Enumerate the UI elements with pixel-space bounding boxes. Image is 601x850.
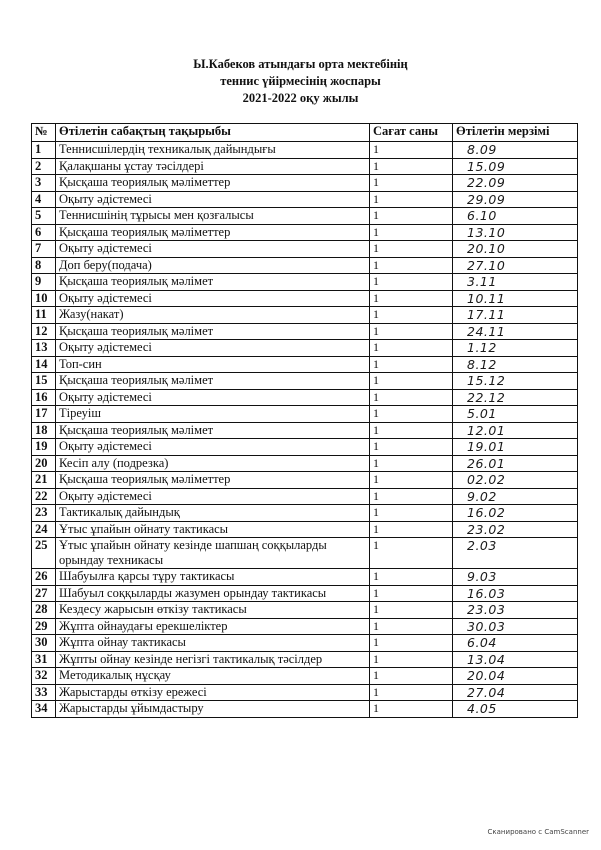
row-topic: Оқыту әдістемесі — [56, 439, 370, 456]
row-topic: Жұпта ойнаудағы ерекшеліктер — [56, 618, 370, 635]
row-hours: 1 — [370, 373, 453, 390]
table-body — [32, 142, 578, 718]
row-hours: 1 — [370, 701, 453, 718]
row-hours: 1 — [370, 208, 453, 225]
row-hours: 1 — [370, 602, 453, 619]
row-hours: 1 — [370, 191, 453, 208]
table-row — [32, 307, 578, 324]
row-date: 22.12 — [453, 389, 578, 406]
table-row — [32, 224, 578, 241]
row-date: 27.10 — [453, 257, 578, 274]
row-date: 30.03 — [453, 618, 578, 635]
table-row — [32, 668, 578, 685]
header-school-line: Ы.Кабеков атындағы орта мектебінің — [193, 57, 408, 71]
row-hours: 1 — [370, 158, 453, 175]
row-number: 12 — [32, 323, 56, 340]
row-date: 16.03 — [453, 585, 578, 602]
table-row — [32, 635, 578, 652]
row-topic: Қалақшаны ұстау тәсілдері — [56, 158, 370, 175]
row-number: 16 — [32, 389, 56, 406]
row-date: 1.12 — [453, 340, 578, 357]
row-number: 4 — [32, 191, 56, 208]
row-date: 02.02 — [453, 472, 578, 489]
row-topic: Шабуыл соққыларды жазумен орындау тактикасы — [56, 585, 370, 602]
row-hours: 1 — [370, 651, 453, 668]
table-row — [32, 439, 578, 456]
row-topic: Методикалық нұсқау — [56, 668, 370, 685]
row-date: 27.04 — [453, 684, 578, 701]
row-topic: Топ-син — [56, 356, 370, 373]
row-hours: 1 — [370, 521, 453, 538]
table-row — [32, 142, 578, 159]
row-number: 20 — [32, 455, 56, 472]
table-row — [32, 340, 578, 357]
row-number: 29 — [32, 618, 56, 635]
row-topic: Ұтыс ұпайын ойнату кезінде шапшаң соққыларды орындау техникасы — [56, 538, 370, 569]
row-number: 9 — [32, 274, 56, 291]
table-row — [32, 323, 578, 340]
row-date: 8.09 — [453, 142, 578, 159]
row-topic: Жұпты ойнау кезінде негізгі тактикалық тәсілдер — [56, 651, 370, 668]
row-date: 15.12 — [453, 373, 578, 390]
table-row — [32, 505, 578, 522]
table-row — [32, 569, 578, 586]
table-row — [32, 175, 578, 192]
row-number: 6 — [32, 224, 56, 241]
table-row — [32, 208, 578, 225]
row-topic: Оқыту әдістемесі — [56, 488, 370, 505]
row-topic: Тактикалық дайындық — [56, 505, 370, 522]
row-topic: Теннисшілердің техникалық дайындығы — [56, 142, 370, 159]
row-hours: 1 — [370, 323, 453, 340]
row-topic: Оқыту әдістемесі — [56, 340, 370, 357]
row-hours: 1 — [370, 472, 453, 489]
column-header-number: № — [32, 124, 56, 142]
row-topic: Қысқаша теориялық мәлімет — [56, 373, 370, 390]
row-number: 23 — [32, 505, 56, 522]
table-row — [32, 585, 578, 602]
row-number: 11 — [32, 307, 56, 324]
row-date: 12.01 — [453, 422, 578, 439]
header-plan-line: теннис үйірмесінің жоспары — [220, 74, 381, 88]
row-hours: 1 — [370, 569, 453, 586]
row-hours: 1 — [370, 224, 453, 241]
row-date: 16.02 — [453, 505, 578, 522]
row-topic: Доп беру(подача) — [56, 257, 370, 274]
table-row — [32, 701, 578, 718]
row-number: 3 — [32, 175, 56, 192]
row-number: 19 — [32, 439, 56, 456]
row-hours: 1 — [370, 274, 453, 291]
row-topic: Қысқаша теориялық мәлімет — [56, 422, 370, 439]
row-hours: 1 — [370, 635, 453, 652]
row-number: 28 — [32, 602, 56, 619]
row-date: 4.05 — [453, 701, 578, 718]
row-date: 24.11 — [453, 323, 578, 340]
row-date: 23.02 — [453, 521, 578, 538]
row-date: 5.01 — [453, 406, 578, 423]
table-row — [32, 158, 578, 175]
row-date: 17.11 — [453, 307, 578, 324]
row-hours: 1 — [370, 290, 453, 307]
row-number: 32 — [32, 668, 56, 685]
table-row — [32, 241, 578, 258]
row-number: 31 — [32, 651, 56, 668]
row-topic: Қысқаша теориялық мәліметтер — [56, 472, 370, 489]
row-number: 13 — [32, 340, 56, 357]
row-number: 7 — [32, 241, 56, 258]
row-topic: Кесіп алу (подрезка) — [56, 455, 370, 472]
row-topic: Қысқаша теориялық мәліметтер — [56, 175, 370, 192]
row-hours: 1 — [370, 455, 453, 472]
row-topic: Оқыту әдістемесі — [56, 290, 370, 307]
row-number: 21 — [32, 472, 56, 489]
table-row — [32, 538, 578, 569]
row-hours: 1 — [370, 257, 453, 274]
row-date: 20.10 — [453, 241, 578, 258]
row-topic: Теннисшінің тұрысы мен қозғалысы — [56, 208, 370, 225]
row-hours: 1 — [370, 505, 453, 522]
row-topic: Жарыстарды ұйымдастыру — [56, 701, 370, 718]
table-row — [32, 521, 578, 538]
row-hours: 1 — [370, 175, 453, 192]
row-number: 22 — [32, 488, 56, 505]
row-date: 10.11 — [453, 290, 578, 307]
row-topic: Жарыстарды өткізу ережесі — [56, 684, 370, 701]
row-number: 14 — [32, 356, 56, 373]
row-number: 24 — [32, 521, 56, 538]
table-row — [32, 389, 578, 406]
row-topic: Тіреуіш — [56, 406, 370, 423]
row-number: 8 — [32, 257, 56, 274]
row-date: 20.04 — [453, 668, 578, 685]
header-year-line: 2021-2022 оқу жылы — [242, 91, 359, 105]
table-row — [32, 488, 578, 505]
table-row — [32, 356, 578, 373]
row-hours: 1 — [370, 422, 453, 439]
row-hours: 1 — [370, 406, 453, 423]
row-date: 9.02 — [453, 488, 578, 505]
row-date: 3.11 — [453, 274, 578, 291]
row-topic: Шабуылға қарсы тұру тактикасы — [56, 569, 370, 586]
row-hours: 1 — [370, 538, 453, 569]
row-hours: 1 — [370, 668, 453, 685]
row-date: 6.04 — [453, 635, 578, 652]
table-row — [32, 472, 578, 489]
row-date: 2.03 — [453, 538, 578, 569]
column-header-hours: Сағат саны — [370, 124, 453, 142]
row-hours: 1 — [370, 488, 453, 505]
row-date: 13.04 — [453, 651, 578, 668]
row-number: 17 — [32, 406, 56, 423]
table-row — [32, 191, 578, 208]
table-row — [32, 455, 578, 472]
row-number: 18 — [32, 422, 56, 439]
row-number: 1 — [32, 142, 56, 159]
row-date: 22.09 — [453, 175, 578, 192]
table-row — [32, 274, 578, 291]
row-number: 30 — [32, 635, 56, 652]
row-topic: Қысқаша теориялық мәліметтер — [56, 224, 370, 241]
row-topic: Оқыту әдістемесі — [56, 241, 370, 258]
row-number: 34 — [32, 701, 56, 718]
row-hours: 1 — [370, 142, 453, 159]
table-row — [32, 618, 578, 635]
row-topic: Қысқаша теориялық мәлімет — [56, 274, 370, 291]
row-topic: Оқыту әдістемесі — [56, 191, 370, 208]
row-hours: 1 — [370, 684, 453, 701]
row-hours: 1 — [370, 618, 453, 635]
row-number: 27 — [32, 585, 56, 602]
row-hours: 1 — [370, 439, 453, 456]
row-topic: Ұтыс ұпайын ойнату тактикасы — [56, 521, 370, 538]
row-topic: Оқыту әдістемесі — [56, 389, 370, 406]
row-number: 33 — [32, 684, 56, 701]
document-header — [0, 56, 601, 107]
row-topic: Қысқаша теориялық мәлімет — [56, 323, 370, 340]
row-date: 8.12 — [453, 356, 578, 373]
table-row — [32, 406, 578, 423]
row-date: 6.10 — [453, 208, 578, 225]
table-row — [32, 373, 578, 390]
row-number: 26 — [32, 569, 56, 586]
row-date: 13.10 — [453, 224, 578, 241]
table-row — [32, 651, 578, 668]
row-date: 9.03 — [453, 569, 578, 586]
schedule-table — [31, 123, 578, 718]
column-header-topic: Өтілетін сабақтың тақырыбы — [56, 124, 370, 142]
table-row — [32, 422, 578, 439]
row-number: 25 — [32, 538, 56, 569]
row-hours: 1 — [370, 389, 453, 406]
row-hours: 1 — [370, 585, 453, 602]
row-topic: Кездесу жарысын өткізу тактикасы — [56, 602, 370, 619]
row-number: 15 — [32, 373, 56, 390]
row-hours: 1 — [370, 307, 453, 324]
row-date: 23.03 — [453, 602, 578, 619]
scan-watermark: Сканировано с CamScanner — [487, 828, 589, 836]
row-number: 5 — [32, 208, 56, 225]
row-date: 29.09 — [453, 191, 578, 208]
row-hours: 1 — [370, 340, 453, 357]
row-date: 26.01 — [453, 455, 578, 472]
column-header-date: Өтілетін мерзімі — [453, 124, 578, 142]
row-topic: Жұпта ойнау тактикасы — [56, 635, 370, 652]
table-row — [32, 257, 578, 274]
row-number: 2 — [32, 158, 56, 175]
table-row — [32, 290, 578, 307]
row-topic: Жазу(накат) — [56, 307, 370, 324]
row-hours: 1 — [370, 241, 453, 258]
row-date: 19.01 — [453, 439, 578, 456]
row-number: 10 — [32, 290, 56, 307]
table-row — [32, 684, 578, 701]
table-header-row — [32, 124, 578, 142]
row-date: 15.09 — [453, 158, 578, 175]
table-row — [32, 602, 578, 619]
row-hours: 1 — [370, 356, 453, 373]
